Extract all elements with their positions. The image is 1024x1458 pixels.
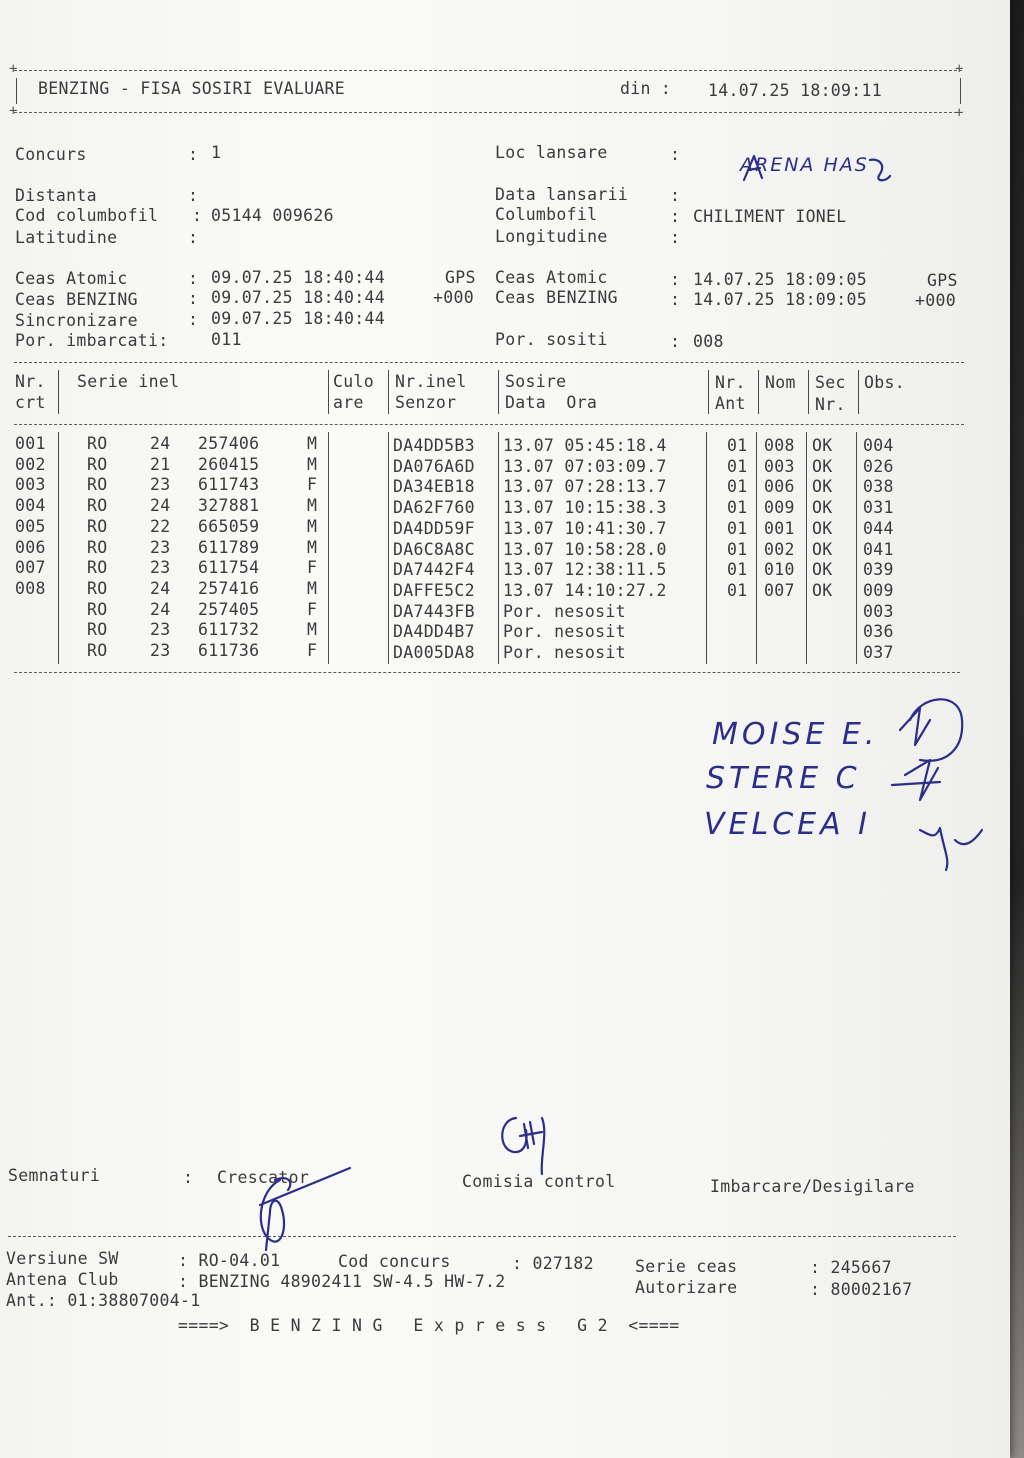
cell-senzor: DA4DD5B3 [393,436,475,455]
comisia-label: Comisia control [462,1172,616,1191]
clock-sep: : [188,269,199,288]
col-header-serie: Serie inel [77,372,180,391]
col-header-ant-sub: Ant [715,394,746,413]
cell-nr: 005 [15,516,46,536]
cell-obs: 036 [863,622,894,642]
footer-rule [8,1236,956,1237]
cell-senzor: DA62F760 [393,498,475,518]
header-right-border [960,78,961,104]
cell-sosire: 13.07 14:10:27.2 [503,580,667,600]
cell-ant: 01 [727,539,748,559]
cell-nom: 003 [764,456,795,476]
col-header-sec-sub: Nr. [815,395,846,414]
clock-sep: : [670,290,681,309]
cell-ant: 01 [727,456,748,476]
cell-obs: 031 [863,498,894,518]
table-header-rule [14,424,964,425]
cell-sosire: 13.07 12:38:11.5 [503,560,667,580]
cell-obs: 009 [863,580,894,600]
cell-inel: 327881 [198,496,260,516]
page-title: BENZING - FISA SOSIRI EVALUARE [38,79,346,98]
serie-ceas-label: Serie ceas [635,1257,738,1276]
cell-sex: F [307,558,318,578]
cell-tara: RO [87,578,108,598]
cell-tara: RO [87,516,108,536]
cod-concurs-label: Cod concurs [338,1252,451,1271]
concurs-label: Concurs [15,145,87,164]
clock-sep: : [188,289,199,308]
crescator-signature [240,1150,360,1260]
columbofil-sep: : [670,207,681,226]
cell-an: 24 [150,578,171,598]
cell-nr: 006 [15,537,46,557]
table-top-rule [14,362,964,363]
semnaturi-label: Semnaturi [8,1166,101,1185]
col-header-nom: Nom [765,373,796,392]
cell-inel: 257405 [198,599,260,619]
cell-obs: 037 [863,643,894,662]
cell-sex: M [307,496,318,516]
serie-ceas-value: : 245667 [810,1258,892,1277]
cell-obs: 039 [863,560,894,580]
distanta-label: Distanta [15,186,97,205]
cell-tara: RO [87,558,108,578]
cell-ant: 01 [727,498,748,518]
cell-sec: OK [812,518,833,538]
cell-nr: 007 [15,558,46,578]
col-header-sec: Sec [815,373,846,392]
cell-senzor: DAFFE5C2 [393,580,475,600]
cell-sex: M [307,516,318,536]
cell-sex: M [307,454,318,474]
ant-line: Ant.: 01:38807004-1 [6,1291,201,1310]
cell-sosire: Por. nesosit [503,601,626,621]
concurs-value: 1 [211,143,222,162]
cell-inel: 665059 [198,516,260,536]
ceas-benzing-start-suffix: +000 [433,288,474,307]
column-separator [708,370,709,414]
autorizare-value: : 80002167 [810,1280,913,1299]
cell-nr: 008 [15,578,46,598]
loc-lansare-label: Loc lansare [495,143,608,162]
corner-mark: + [955,61,964,77]
cell-tara: RO [87,496,108,516]
crescator-label: Crescator [217,1168,310,1187]
cell-inel: 611732 [198,620,260,640]
cell-senzor: DA4DD4B7 [393,622,475,642]
cell-senzor: DA6C8A8C [393,539,475,559]
column-separator [328,370,329,414]
cell-an: 24 [150,599,171,619]
latitudine-sep: : [188,228,199,247]
col-header-culoare-sub: are [333,393,364,412]
ceas-atomic-end-label: Ceas Atomic [495,268,608,287]
cell-inel: 257416 [198,578,260,598]
column-separator [758,370,759,414]
cell-an: 23 [150,620,171,640]
cell-senzor: DA7443FB [393,601,475,621]
column-separator [388,432,389,664]
column-separator [498,370,499,414]
autorizare-label: Autorizare [635,1278,738,1297]
cell-nr: 004 [15,496,46,516]
data-lansarii-sep: : [670,186,681,205]
columbofil-value: CHILIMENT IONEL [693,207,847,226]
cell-ant: 01 [727,436,748,455]
clock-sep: : [670,270,681,289]
por-imbarcati-label: Por. imbarcati: [15,331,169,350]
cell-tara: RO [87,434,108,453]
table-edge-background [1010,0,1024,1458]
data-lansarii-label: Data lansarii [495,185,629,204]
cell-nr: 003 [15,475,46,495]
cell-obs: 038 [863,477,894,497]
cell-nom: 006 [764,477,795,497]
cell-inel: 257406 [198,434,260,453]
cell-ant: 01 [727,580,748,600]
corner-mark: + [955,105,964,121]
concurs-sep: : [188,145,199,164]
print-datetime: 14.07.25 18:09:11 [708,81,882,100]
cell-nom: 010 [764,560,795,580]
cell-sosire: 13.07 07:28:13.7 [503,477,667,497]
loc-lansare-scribble [740,150,900,190]
column-separator [498,432,499,664]
cell-obs: 044 [863,518,894,538]
cell-inel: 260415 [198,454,260,474]
cell-nom: 002 [764,539,795,559]
column-separator [388,370,389,414]
ceas-atomic-start-suffix: GPS [445,268,476,287]
cell-sec: OK [812,498,833,518]
column-separator [706,432,707,664]
column-separator [856,432,857,664]
cell-sec: OK [812,560,833,580]
handwritten-name-2: STERE C [706,761,861,796]
por-sositi-label: Por. sositi [495,330,608,349]
cell-inel: 611736 [198,641,260,660]
cell-ant: 01 [727,560,748,580]
cell-sosire: Por. nesosit [503,643,626,662]
cell-obs: 026 [863,456,894,476]
ceas-atomic-end: 14.07.25 18:09:05 [693,270,867,289]
col-header-sosire-sub: Data Ora [505,393,598,412]
distanta-sep: : [188,186,199,205]
cell-an: 22 [150,516,171,536]
cell-nom: 008 [764,436,795,455]
cell-nom: 007 [764,580,795,600]
handwritten-name-3: VELCEA I [704,807,871,842]
ceas-benzing-start: 09.07.25 18:40:44 [211,288,385,307]
col-header-nr-sub: crt [15,393,46,412]
cell-sex: M [307,434,318,453]
handwritten-name-1: MOISE E. [712,717,879,752]
col-header-obs: Obs. [864,373,905,392]
versiune-value: : RO-04.01 [178,1251,281,1270]
cell-sex: F [307,641,318,660]
clock-sep: : [188,310,199,329]
versiune-label: Versiune SW [6,1249,119,1268]
col-header-nr: Nr. [15,372,46,391]
ceas-atomic-start: 09.07.25 18:40:44 [211,268,385,287]
ceas-benzing-end: 14.07.25 18:09:05 [693,290,867,309]
ceas-benzing-end-label: Ceas BENZING [495,288,618,307]
brand-line: ====> B E N Z I N G E x p r e s s G 2 <==== [178,1316,680,1335]
longitudine-label: Longitudine [495,227,608,246]
cell-sec: OK [812,456,833,476]
cell-sex: F [307,599,318,619]
column-separator [328,432,329,664]
cell-obs: 041 [863,539,894,559]
col-header-ant: Nr. [715,373,746,392]
cell-nom: 001 [764,518,795,538]
col-header-sosire: Sosire [505,372,567,391]
cell-sosire: 13.07 07:03:09.7 [503,456,667,476]
header-bottom-rule [14,112,962,113]
cell-sec: OK [812,436,833,455]
handwritten-loc-lansare: ARENA HAS [740,154,869,176]
ceas-atomic-end-suffix: GPS [927,271,958,290]
cell-senzor: DA7442F4 [393,560,475,580]
cell-an: 23 [150,475,171,495]
cell-sex: M [307,578,318,598]
commission-signatures-scribble [880,690,990,890]
cell-sex: M [307,620,318,640]
cell-tara: RO [87,620,108,640]
cell-sex: M [307,537,318,557]
ceas-atomic-label: Ceas Atomic [15,269,128,288]
ceas-benzing-label: Ceas BENZING [15,290,138,309]
cell-an: 24 [150,434,171,453]
column-separator [806,432,807,664]
din-label: din : [620,79,672,98]
cell-an: 24 [150,496,171,516]
table-bottom-rule [14,672,960,673]
cell-nr: 001 [15,434,46,453]
corner-mark: + [9,103,18,119]
cell-obs: 003 [863,601,894,621]
loc-lansare-sep: : [670,145,681,164]
cell-senzor: DA005DA8 [393,643,475,662]
cell-tara: RO [87,641,108,660]
cod-columbofil-sep: : [192,206,203,225]
cell-sosire: 13.07 10:41:30.7 [503,518,667,538]
por-sositi-value: 008 [693,332,724,351]
latitudine-label: Latitudine [15,228,118,247]
cod-columbofil-label: Cod columbofil [15,206,159,225]
header-left-border [16,78,17,104]
cell-inel: 611743 [198,475,260,495]
comisia-signature [490,1108,560,1188]
cell-tara: RO [87,454,108,474]
cell-sec: OK [812,580,833,600]
cell-sosire: 13.07 10:58:28.0 [503,539,667,559]
column-separator [58,432,59,664]
cell-sex: F [307,475,318,495]
cell-senzor: DA4DD59F [393,518,475,538]
longitudine-sep: : [670,228,681,247]
cell-sosire: Por. nesosit [503,622,626,642]
cell-inel: 611789 [198,537,260,557]
cell-senzor: DA076A6D [393,456,475,476]
header-top-rule [14,70,962,71]
cell-sosire: 13.07 05:45:18.4 [503,436,667,455]
semnaturi-sep: : [183,1168,194,1187]
cell-inel: 611754 [198,558,260,578]
col-header-senzor: Nr.inel [395,372,467,391]
ceas-benzing-end-suffix: +000 [915,291,956,310]
por-imbarcati-value: 011 [211,330,242,349]
cod-concurs-value: : 027182 [512,1254,594,1273]
cell-an: 23 [150,537,171,557]
cell-tara: RO [87,475,108,495]
column-separator [58,370,59,414]
cell-obs: 004 [863,436,894,455]
por-sositi-sep: : [670,332,681,351]
cell-ant: 01 [727,518,748,538]
cell-senzor: DA34EB18 [393,477,475,497]
cod-columbofil-value: 05144 009626 [211,206,334,225]
cell-an: 21 [150,454,171,474]
corner-mark: + [9,61,18,77]
cell-tara: RO [87,537,108,557]
columbofil-label: Columbofil [495,205,598,224]
cell-nr: 002 [15,454,46,474]
column-separator [808,370,809,414]
column-separator [756,432,757,664]
cell-nom: 009 [764,498,795,518]
sincronizare-value: 09.07.25 18:40:44 [211,309,385,328]
col-header-culoare: Culo [333,372,374,391]
cell-tara: RO [87,599,108,619]
cell-ant: 01 [727,477,748,497]
col-header-senzor-sub: Senzor [395,393,457,412]
cell-sec: OK [812,539,833,559]
antena-value: : BENZING 48902411 SW-4.5 HW-7.2 [178,1272,506,1291]
antena-label: Antena Club [6,1270,119,1289]
sincronizare-label: Sincronizare [15,311,138,330]
cell-sosire: 13.07 10:15:38.3 [503,498,667,518]
imbarcare-label: Imbarcare/Desigilare [710,1177,915,1196]
cell-an: 23 [150,558,171,578]
column-separator [858,370,859,414]
cell-sec: OK [812,477,833,497]
cell-an: 23 [150,641,171,660]
